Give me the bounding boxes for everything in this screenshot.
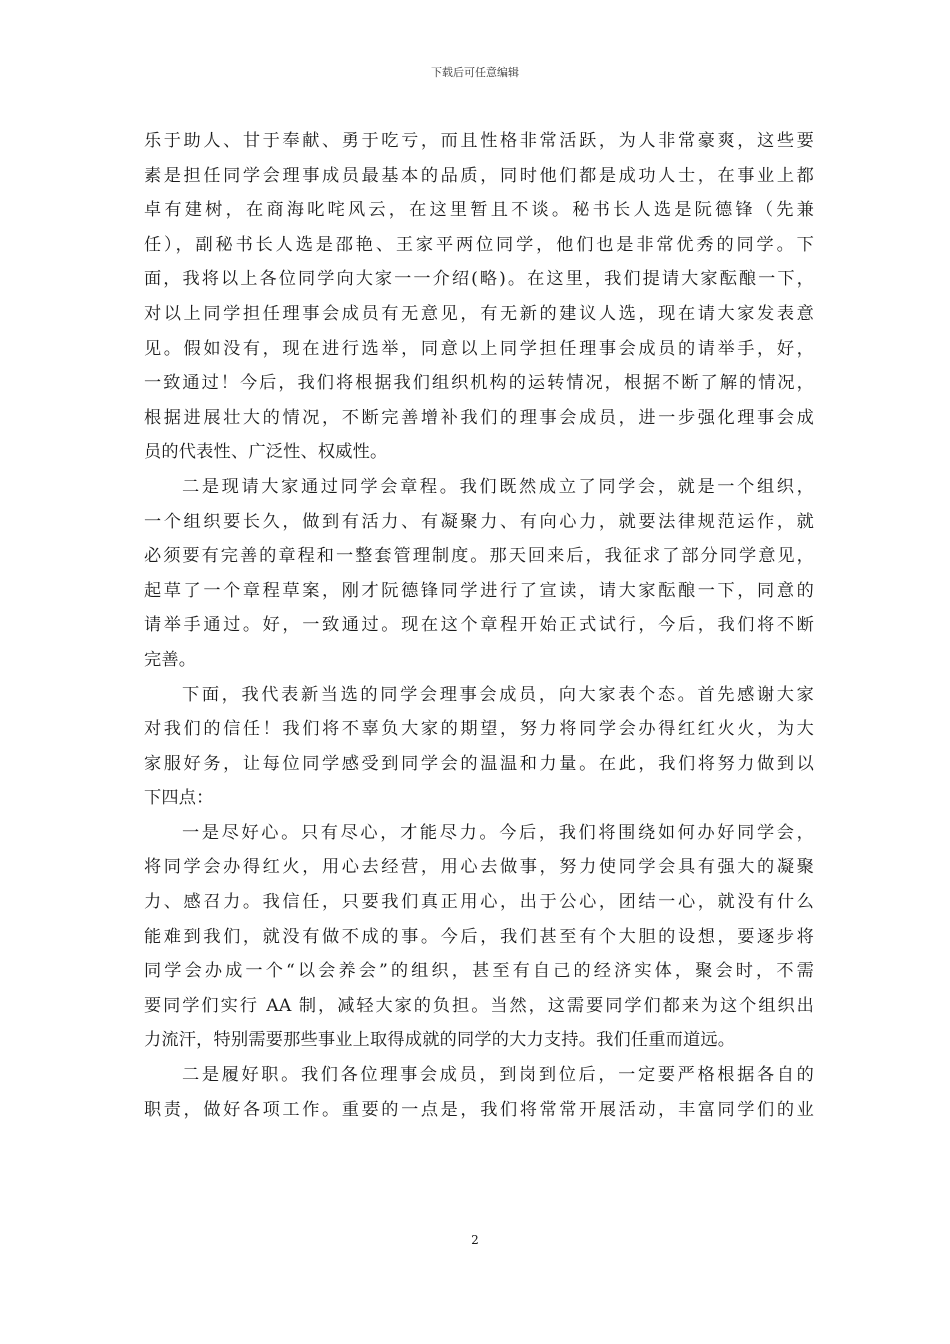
text-line: 将同学会办得红火，用心去经营，用心去做事，努力使同学会具有强大的凝聚 (144, 857, 814, 878)
page-header: 下载后可任意编辑 (431, 66, 519, 79)
text-line: 面，我将以上各位同学向大家一一介绍(略)。在这里，我们提请大家酝酿一下， (144, 269, 814, 290)
text-line: 请举手通过。好，一致通过。现在这个章程开始正式试行，今后，我们将不断 (144, 615, 814, 636)
text-line: 家服好务，让每位同学感受到同学会的温温和力量。在此，我们将努力做到以 (144, 753, 814, 774)
page-number: 2 (471, 1233, 479, 1247)
text-line: 起草了一个章程草案，刚才阮德锋同学进行了宣读，请大家酝酿一下，同意的 (144, 580, 814, 601)
text-line: 完善。 (144, 649, 197, 670)
text-line: 能难到我们，就没有做不成的事。今后，我们甚至有个大胆的设想，要逐步将 (144, 926, 814, 947)
text-line: 二是履好职。我们各位理事会成员，到岗到位后，一定要严格根据各自的 (182, 1065, 814, 1086)
document-body (144, 124, 814, 1127)
text-line: 一个组织要长久，做到有活力、有凝聚力、有向心力，就要法律规范运作，就 (144, 511, 814, 532)
text-line: 职责，做好各项工作。重要的一点是，我们将常常开展活动，丰富同学们的业 (144, 1099, 814, 1120)
text-line: 乐于助人、甘于奉献、勇于吃亏，而且性格非常活跃，为人非常豪爽，这些要 (144, 131, 814, 151)
text-line: 必须要有完善的章程和一整套管理制度。那天回来后，我征求了部分同学意见， (144, 546, 814, 567)
text-line: 要同学们实行 AA 制，减轻大家的负担。当然，这需要同学们都来为这个组织出 (144, 995, 814, 1016)
text-line: 任），副秘书长人选是邵艳、王家平两位同学，他们也是非常优秀的同学。下 (144, 234, 814, 255)
text-line: 一致通过！今后，我们将根据我们组织机构的运转情况，根据不断了解的情况， (144, 373, 814, 394)
text-line: 力流汗，特别需要那些事业上取得成就的同学的大力支持。我们任重而道远。 (144, 1030, 736, 1051)
text-line: 员的代表性、广泛性、权威性。 (144, 442, 388, 463)
text-line: 二是现请大家通过同学会章程。我们既然成立了同学会，就是一个组织， (182, 476, 814, 497)
text-line: 力、感召力。我信任，只要我们真正用心，出于公心，团结一心，就没有什么 (144, 892, 814, 913)
text-line: 一是尽好心。只有尽心，才能尽力。今后，我们将围绕如何办好同学会， (182, 822, 814, 843)
text-line: 根据进展壮大的情况，不断完善增补我们的理事会成员，进一步强化理事会成 (144, 407, 814, 428)
text-line: 素是担任同学会理事成员最基本的品质，同时他们都是成功人士，在事业上都 (144, 165, 814, 186)
text-line: 同学会办成一个“以会养会”的组织，甚至有自己的经济实体，聚会时，不需 (144, 961, 814, 982)
text-line: 下四点： (144, 788, 214, 809)
text-line: 卓有建树，在商海叱咤风云，在这里暂且不谈。秘书长人选是阮德锋（先兼 (144, 200, 814, 221)
text-line: 对我们的信任！我们将不辜负大家的期望，努力将同学会办得红红火火，为大 (144, 719, 814, 740)
text-line: 下面，我代表新当选的同学会理事会成员，向大家表个态。首先感谢大家 (182, 684, 814, 705)
text-line: 见。假如没有，现在进行选举，同意以上同学担任理事会成员的请举手，好， (144, 338, 814, 359)
text-line: 对以上同学担任理事会成员有无意见，有无新的建议人选，现在请大家发表意 (144, 303, 814, 324)
